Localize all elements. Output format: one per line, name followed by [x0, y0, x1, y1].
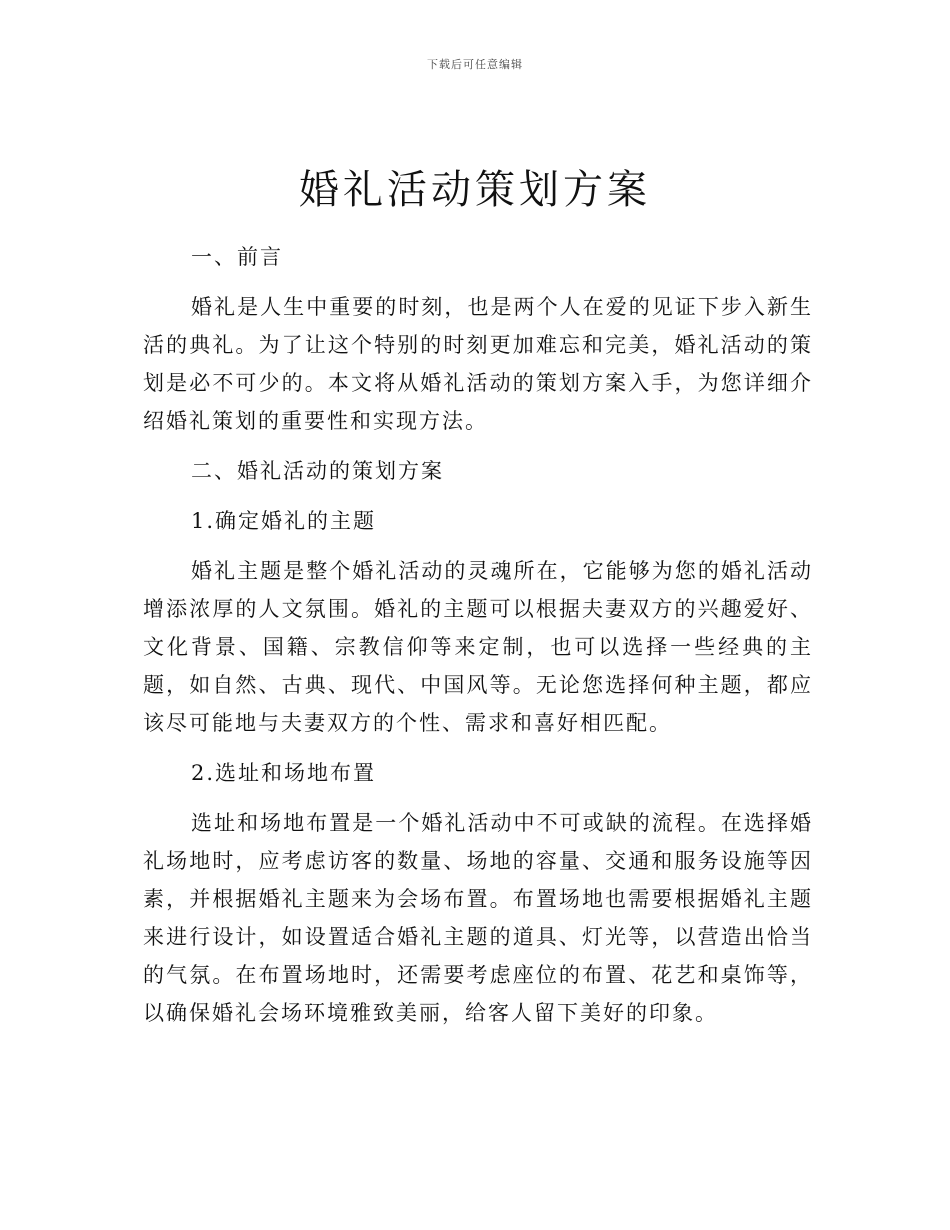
- document-title: 婚礼活动策划方案: [299, 167, 651, 213]
- section-heading-plan: 二、婚礼活动的策划方案: [191, 459, 444, 483]
- document-body: [143, 230, 813, 1044]
- subsection-heading-venue: 2.选址和场地布置: [191, 761, 377, 785]
- section-heading-preface: 一、前言: [191, 245, 283, 269]
- venue-paragraph: 选址和场地布置是一个婚礼活动中不可或缺的流程。在选择婚礼场地时，应考虑访客的数量、场地的容量、交通和服务设施等因素，并根据婚礼主题来为会场布置。布置场地也需要根据婚礼主题来进行设计，如设置适合婚礼主题的道具、灯光等，以营造出恰当的气氛。在布置场地时，还需要考虑座位的布置、花艺和桌饰等，以确保婚礼会场环境雅致美丽，给客人留下美好的印象。: [143, 811, 813, 1025]
- subsection-heading-theme: 1.确定婚礼的主题: [191, 509, 377, 533]
- page-header-note: 下载后可任意编辑: [427, 58, 523, 71]
- theme-paragraph: 婚礼主题是整个婚礼活动的灵魂所在，它能够为您的婚礼活动增添浓厚的人文氛围。婚礼的主题可以根据夫妻双方的兴趣爱好、文化背景、国籍、宗教信仰等来定制，也可以选择一些经典的主题，如自然、古典、现代、中国风等。无论您选择何种主题，都应该尽可能地与夫妻双方的个性、需求和喜好相匹配。: [143, 559, 813, 735]
- preface-paragraph: 婚礼是人生中重要的时刻，也是两个人在爱的见证下步入新生活的典礼。为了让这个特别的时刻更加难忘和完美，婚礼活动的策划是必不可少的。本文将从婚礼活动的策划方案入手，为您详细介绍婚礼策划的重要性和实现方法。: [143, 295, 813, 433]
